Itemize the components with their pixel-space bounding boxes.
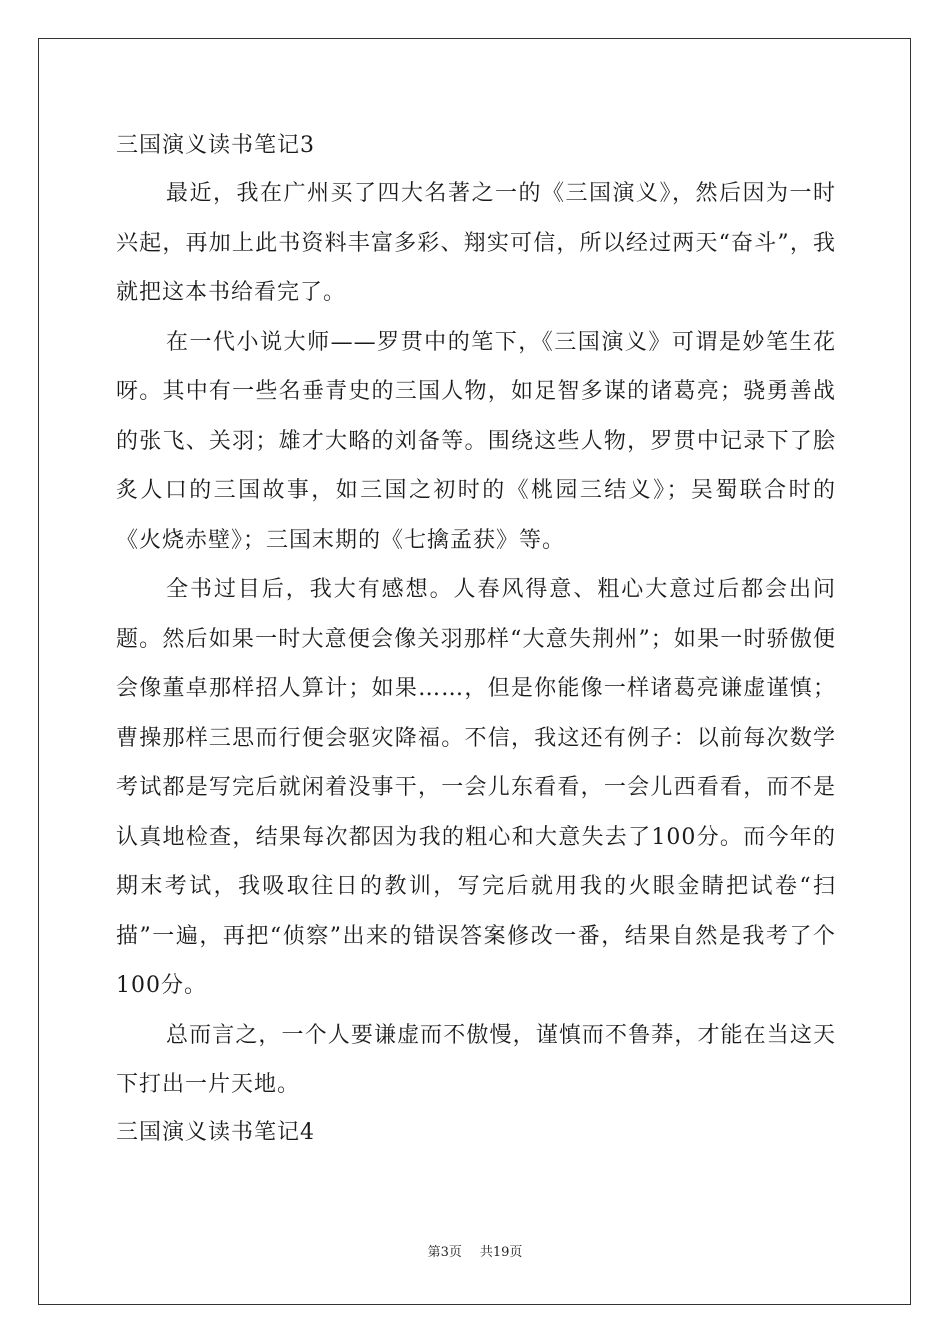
section-heading: 三国演义读书笔记3: [116, 133, 315, 158]
page-number: 第3页: [427, 1245, 462, 1260]
paragraph: 全书过目后，我大有感想。人春风得意、粗心大意过后都会出问题。然后如果一时大意便会像关羽那样“大意失荆州”；如果一时骄傲便会像董卓那样招人算计；如果……，但是你能像一样诸葛亮谦虚谨慎；曹操那样三思而行便会驱灾降福。不信，我这还有例子：以前每次数学考试都是写完后就闲着没事干，一会儿东看看，一会儿西看看，而不是认真地检查，结果每次都因为我的粗心和大意失去了100分。而今年的期末考试，我吸取往日的教训，写完后就用我的火眼金睛把试卷“扫描”一遍，再把“侦察”出来的错误答案修改一番，结果自然是我考了个100分。: [116, 577, 836, 998]
paragraph: 最近，我在广州买了四大名著之一的《三国演义》，然后因为一时兴起，再加上此书资料丰富多彩、翔实可信，所以经过两天“奋斗”，我就把这本书给看完了。: [116, 181, 836, 305]
document-body: [116, 127, 836, 1152]
page-total: 共19页: [479, 1245, 523, 1260]
page-footer: [0, 1244, 950, 1262]
section-heading: 三国演义读书笔记4: [116, 1119, 315, 1145]
paragraph: 总而言之，一个人要谦虚而不傲慢，谨慎而不鲁莽，才能在当这天下打出一片天地。: [116, 1022, 836, 1097]
paragraph: 在一代小说大师——罗贯中的笔下，《三国演义》可谓是妙笔生花呀。其中有一些名垂青史的三国人物，如足智多谋的诸葛亮；骁勇善战的张飞、关羽；雄才大略的刘备等。围绕这些人物，罗贯中记录下了脍炙人口的三国故事，如三国之初时的《桃园三结义》；吴蜀联合时的《火烧赤壁》；三国末期的《七擒孟获》等。: [116, 329, 836, 553]
